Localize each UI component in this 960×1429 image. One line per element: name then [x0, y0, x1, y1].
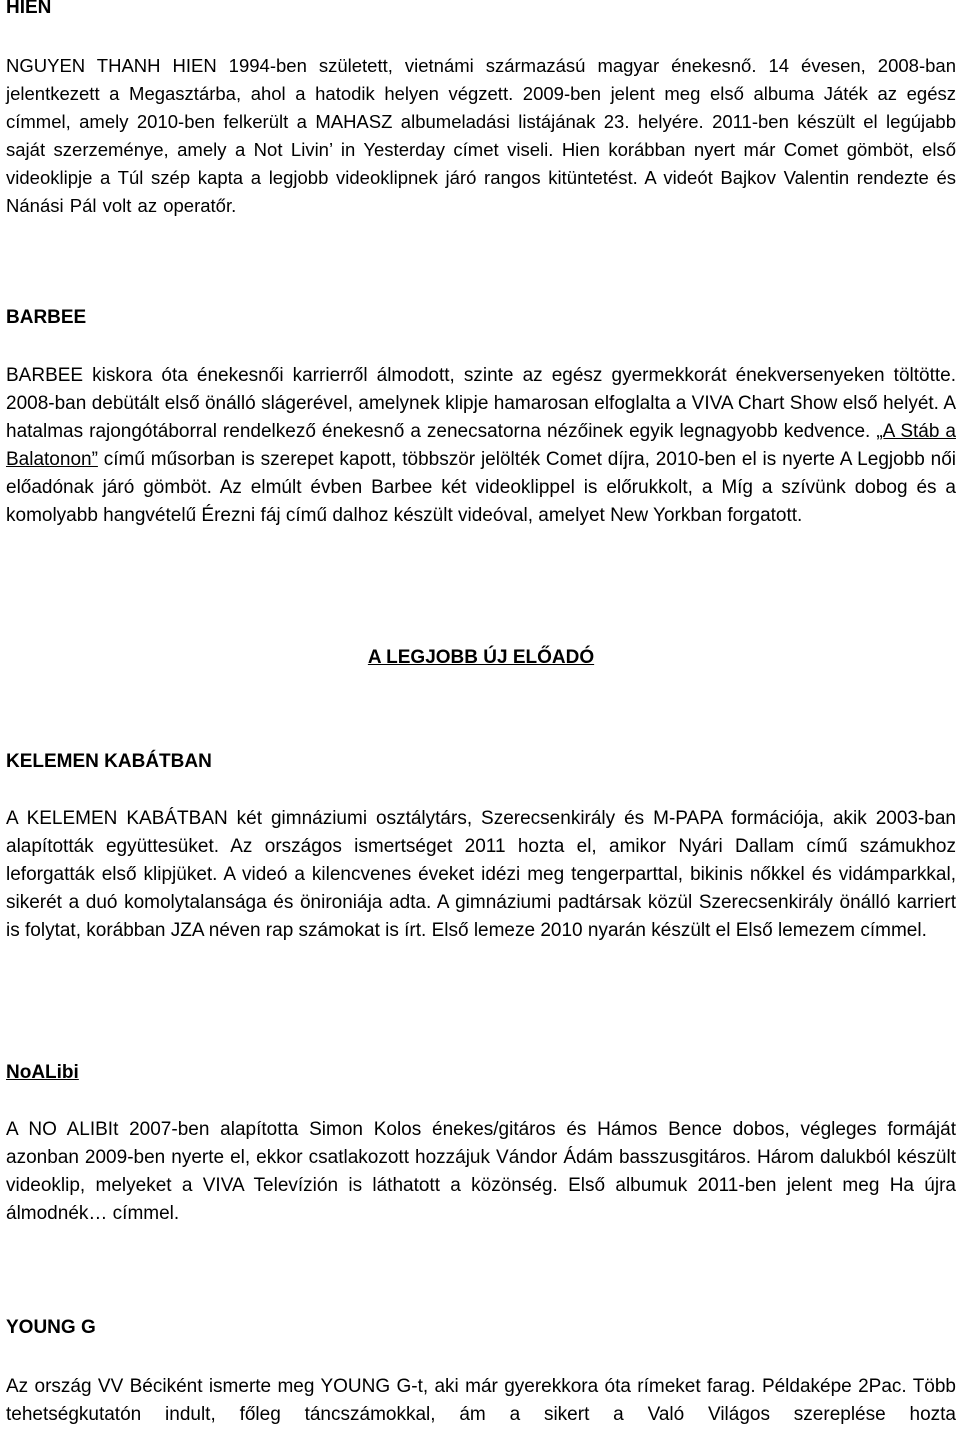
kelemen-paragraph: A KELEMEN KABÁTBAN két gimnáziumi osztálytárs, Szerecsenkirály és M-PAPA formációja, akik 2003-ban alapították együttesüket. Az országos ismertséget 2011 hozta el, amikor Nyári Dallam című számukhoz leforgatták első klipjüket. A videó a kilencvenes éveket idézi meg tengerparttal, bikinis nőkkel és vidámparkkal, sikerét a duó komolytalansága és önironiája adta. A gimnáziumi padtársak közül Szerecsenkirály önálló karriert is folytat, korábban JZA néven rap számokat is írt. Első lemeze 2010 nyarán készült el Első lemezem címmel.: [6, 808, 956, 941]
barbee-heading: BARBEE: [6, 307, 87, 328]
youngg-paragraph: Az ország VV Béciként ismerte meg YOUNG G-t, aki már gyerekkora óta rímeket farag. Példaképe 2Pac. Több tehetségkutatón indult, főleg táncszámokkal, ám a sikert a Való Világos szereplése hozta: [6, 1376, 956, 1425]
kelemen-heading: KELEMEN KABÁTBAN: [6, 751, 212, 772]
barbee-show-title: „A Stáb a Balatonon”: [6, 421, 956, 470]
hien-paragraph: NGUYEN THANH HIEN 1994-ben született, vietnámi származású magyar énekesnő. 14 évesen, 2008-ban jelentkezett a Megasztárba, ahol a hatodik helyen végzett. 2009-ben jelent meg első albuma Játék az egész címmel, amely 2010-ben felkerült a MAHASZ albumeladási listájának 23. helyére. 2011-ben készült el legújabb saját szerzeménye, amely a Not Livin’ in Yesterday címet viseli. Hien korábban nyert már Comet gömböt, első videoklipje a Túl szép kapta a legjobb videoklipnek járó rangos kitüntetést. A videót Bajkov Valentin rendezte és Nánási Pál volt az operatőr.: [6, 55, 956, 216]
noalibi-paragraph: A NO ALIBIt 2007-ben alapította Simon Kolos énekes/gitáros és Hámos Bence dobos, végleges formáját azonban 2009-ben nyerte el, ekkor csatlakozott hozzájuk Vándor Ádám basszusgitáros. Három dalukból készült videoklip, melyeket a VIVA Televízión is láthatott a közönség. Első albumuk 2011-ben jelent meg Ha újra álmodnék… címmel.: [6, 1119, 956, 1224]
barbee-text-b: című műsorban is szerepet kapott, többször jelölték Comet díjra, 2010-ben el is nyerte A Legjobb női előadónak járó gömböt. Az elmúlt évben Barbee két videoklippel is előrukkolt, a Míg a szívünk dobog és a komolyabb hangvételű Érezni fáj című dalhoz készült videóval, amelyet New Yorkban forgatott.: [6, 449, 956, 526]
barbee-text-a: BARBEE kiskora óta énekesnői karrierről álmodott, szinte az egész gyermekkorát énekversenyeken töltötte. 2008-ban debütált első önálló slágerével, amelynek klipje hamarosan elfoglalta a VIVA Chart Show első helyét. A hatalmas rajongótáborral rendelkező énekesnő a zenecsatorna nézőinek egyik legnagyobb kedvence.: [6, 365, 956, 442]
youngg-heading: YOUNG G: [6, 1317, 96, 1338]
section-title: A LEGJOBB ÚJ ELŐADÓ: [367, 647, 595, 668]
hien-heading: HIEN: [6, 0, 52, 18]
noalibi-heading: NoALibi: [6, 1062, 79, 1083]
barbee-paragraph: [6, 362, 956, 530]
